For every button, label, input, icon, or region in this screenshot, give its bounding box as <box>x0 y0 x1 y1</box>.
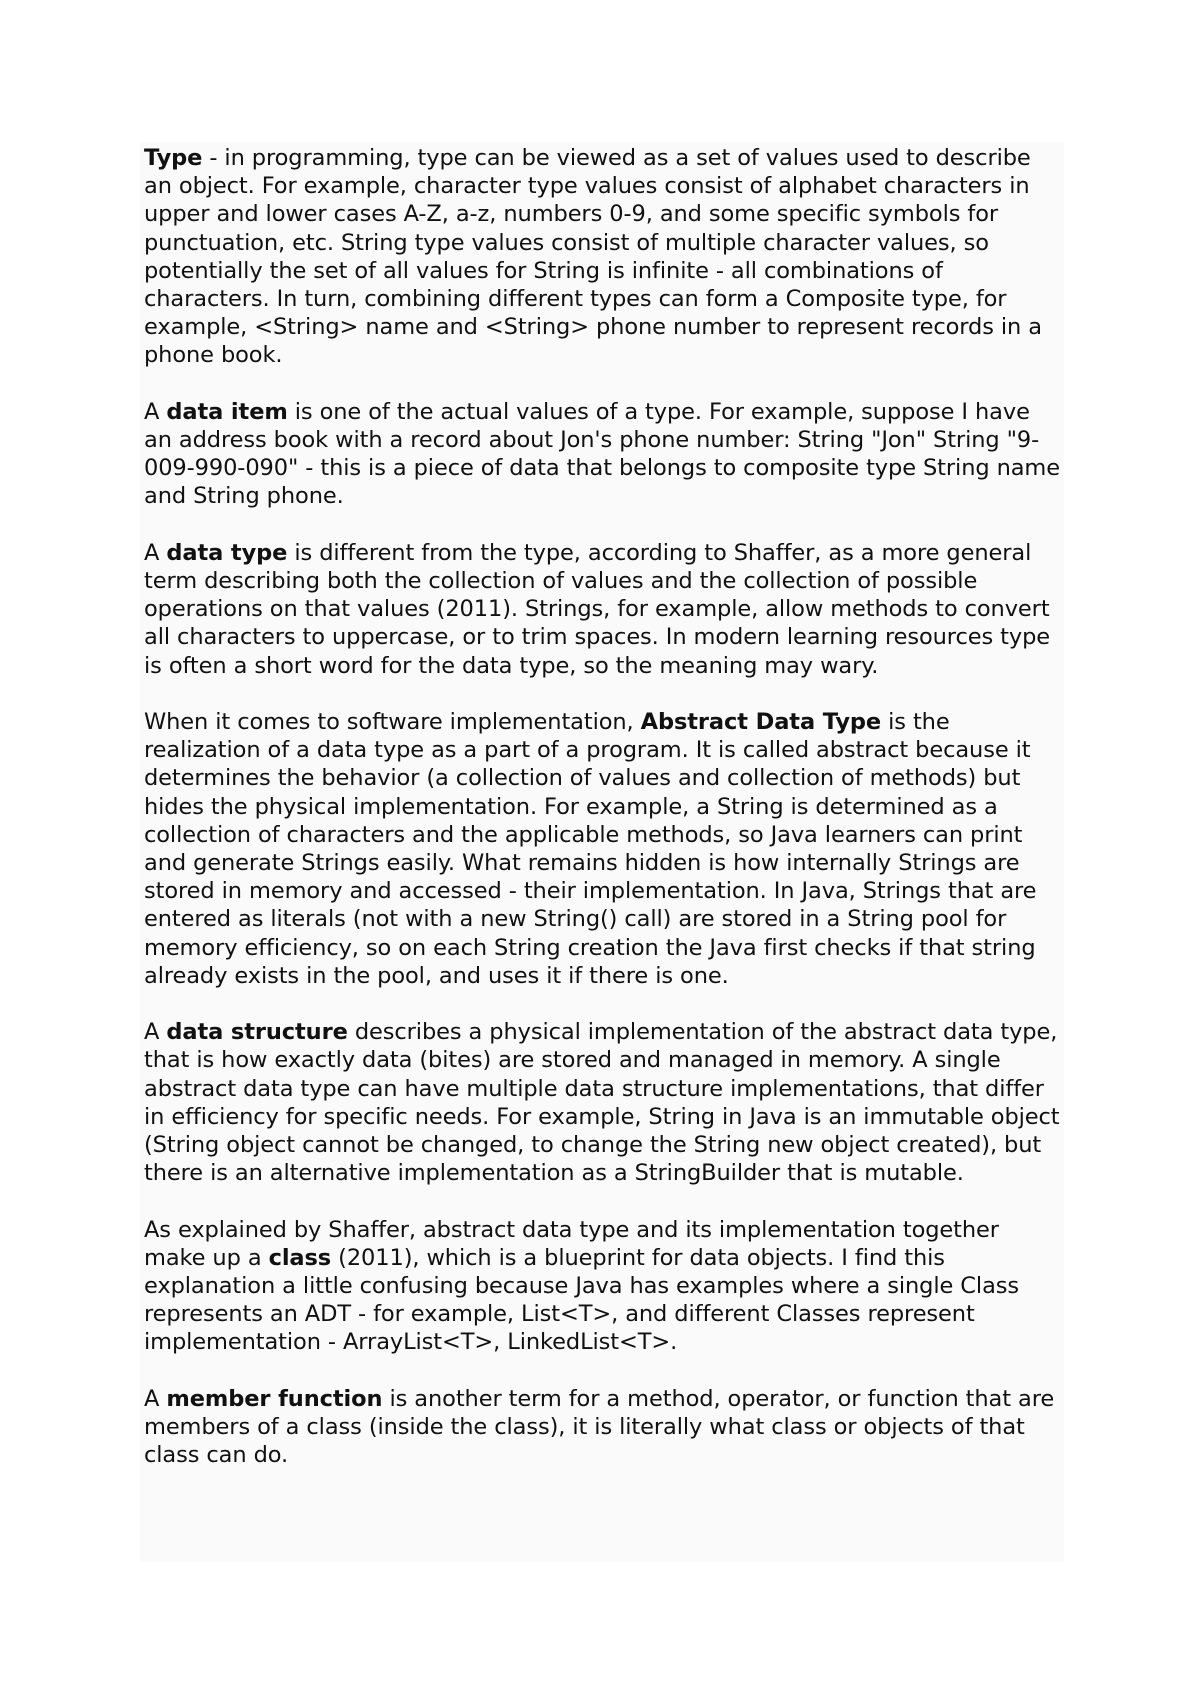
term-type: Type <box>144 145 203 171</box>
paragraph-lead: A <box>144 539 167 566</box>
paragraph-lead: A <box>144 398 167 425</box>
term-data-structure: data structure <box>166 1019 348 1046</box>
paragraph-body: is different from the type, according to Shaffer, as a more general term describing both the collection of values and the collection of possible operations on that values (2011). Strings, for example, allow methods to convert all characters to uppercase, or to trim spaces. In modern learning resources type is often a short word for the data type, so the meaning may wary. <box>144 539 1051 679</box>
paragraph-data-type <box>144 539 1060 680</box>
term-abstract-data-type: Abstract Data Type <box>640 709 882 736</box>
term-class: class <box>268 1244 332 1271</box>
document-body <box>140 142 1064 1562</box>
term-data-type: data type <box>166 539 288 566</box>
paragraph-data-item <box>144 398 1060 511</box>
paragraph-lead: A <box>144 1385 167 1412</box>
paragraph-class <box>144 1216 1060 1357</box>
paragraph-body: is one of the actual values of a type. For example, suppose I have an address book with a record about Jon's phone number: String "Jon" String "9-009-990-090" - this is a piece of data that belongs to composite type String name and String phone. <box>144 398 1060 510</box>
paragraph-body: describes a physical implementation of the abstract data type, that is how exactly data (bites) are stored and managed in memory. A single abstract data type can have multiple data structure implementations, that differ in efficiency for specific needs. For example, String in Java is an immutable object (String object cannot be changed, to change the String new object created), but there is an alternative implementation as a StringBuilder that is mutable. <box>144 1019 1060 1187</box>
paragraph-type <box>144 144 1060 370</box>
term-data-item: data item <box>166 398 288 425</box>
paragraph-body: - in programming, type can be viewed as a set of values used to describe an object. For example, character type values consist of alphabet characters in upper and lower cases A-Z, a-z, numbers 0-9, and some specific symbols for punctuation, etc. String type values consist of multiple character values, so potentially the set of all values for String is infinite - all combinations of characters. In turn, combining different types can form a Composite type, for example, <String> name and <String> phone number to represent records in a phone book. <box>144 145 1042 369</box>
paragraph-body: is the realization of a data type as a part of a program. It is called abstract because it determines the behavior (a collection of values and collection of methods) but hides the physical implementation. For example, a String is determined as a collection of characters and the applicable methods, so Java learners can print and generate Strings easily. What remains hidden is how internally Strings are stored in memory and accessed - their implementation. In Java, Strings that are entered as literals (not with a new String() call) are stored in a String pool for memory efficiency, so on each String creation the Java first checks if that string already exists in the pool, and uses it if there is one. <box>144 709 1037 989</box>
paragraph-abstract-data-type <box>144 708 1060 990</box>
paragraph-data-structure <box>144 1018 1060 1187</box>
paragraph-lead: As explained by Shaffer, abstract data type and its implementation together make up a <box>144 1216 999 1271</box>
paragraph-body: (2011), which is a blueprint for data objects. I find this explanation a little confusing because Java has examples where a single Class represents an ADT - for example, List<T>, and different Classes represent implementation - ArrayList<T>, LinkedList<T>. <box>144 1244 1019 1356</box>
term-member-function: member function <box>166 1385 383 1412</box>
paragraph-body: is another term for a method, operator, or function that are members of a class (inside the class), it is literally what class or objects of that class can do. <box>144 1385 1055 1469</box>
paragraph-lead: When it comes to software implementation, <box>144 709 641 736</box>
paragraph-member-function <box>144 1385 1060 1470</box>
paragraph-lead: A <box>144 1019 167 1046</box>
